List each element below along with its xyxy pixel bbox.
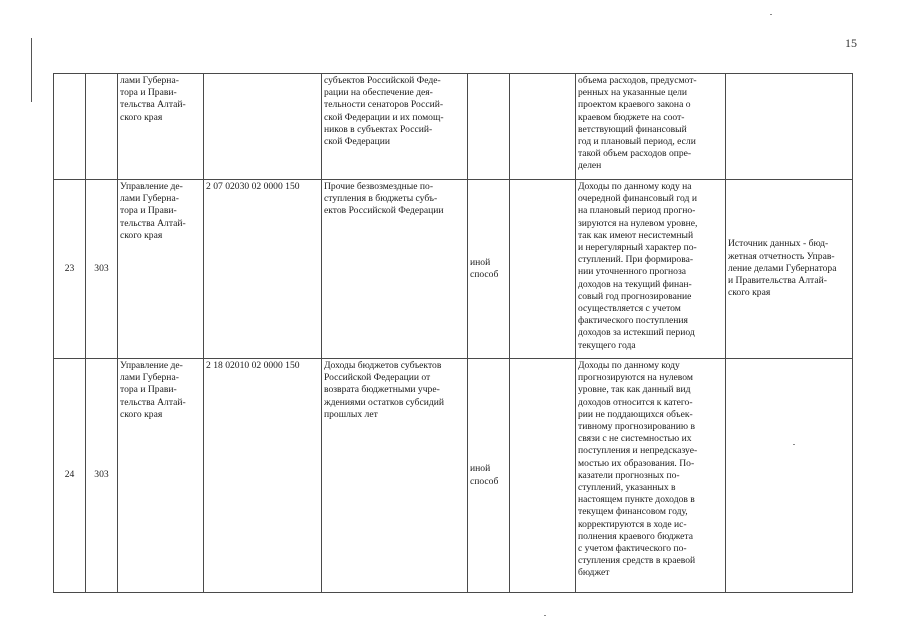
admin-code <box>86 74 118 180</box>
budget-classification-code: 2 07 02030 02 0000 150 <box>204 180 322 359</box>
administrator-name: Управление де- лами Губерна- тора и Прави- тельства Алтай- ского края <box>118 180 204 359</box>
algorithm-description: Доходы по данному коду прогнозируются на нулевом уровне, так как данный вид доходов относится к катего- рии не поддающихся объек- тивному прогнозированию в связи с не системностью их поступления и непредсказуе- мостью их образования. По- казатели прогнозных по- ступлений, указанных в настоящем пункте доходов в текущем финансовом году, корректируются в ходе ис- полнения краевого бюджета с учетом фактического по- ступления средств в краевой бюджет <box>576 359 726 593</box>
budget-classification-code <box>204 74 322 180</box>
formula-cell <box>510 359 576 593</box>
formula-cell <box>510 74 576 180</box>
data-source <box>726 74 853 180</box>
calculation-method: иной способ <box>468 359 510 593</box>
row-number: 23 <box>54 180 86 359</box>
table-row <box>54 74 853 180</box>
data-source: Источник данных - бюд- жетная отчетность Управ- ление делами Губернатора и Правительства Алтай- ского края <box>726 180 853 359</box>
revenue-name: Доходы бюджетов субъектов Российской Федерации от возврата бюджетными учре- ждениями остатков субсидий прошлых лет <box>322 359 468 593</box>
scan-speck <box>770 14 772 15</box>
table-row <box>54 180 853 359</box>
data-source <box>726 359 853 593</box>
row-number: 24 <box>54 359 86 593</box>
admin-code: 303 <box>86 359 118 593</box>
table-row <box>54 359 853 593</box>
calculation-method: иной способ <box>468 180 510 359</box>
algorithm-description: Доходы по данному коду на очередной финансовый год и на плановый период прогно- зируются на нулевом уровне, так как имеют несистемный и нерегулярный характер по- ступлений. При формирова- нии уточненного прогноза доходов на текущий финан- совый год прогнозирование осуществляется с учетом фактического поступления доходов за истекший период текущего года <box>576 180 726 359</box>
revenue-name: субъектов Российской Феде- рации на обеспечение дея- тельности сенаторов Россий- ской Федерации и их помощ- ников в субъектах Россий- ской Федерации <box>322 74 468 180</box>
row-number <box>54 74 86 180</box>
administrator-name: лами Губерна- тора и Прави- тельства Алтай- ского края <box>118 74 204 180</box>
algorithm-description: объема расходов, предусмот- ренных на указанные цели проектом краевого закона о краевом бюджете на соот- ветствующий финансовый год и плановый период, если такой объем расходов опре- делен <box>576 74 726 180</box>
calculation-method <box>468 74 510 180</box>
margin-line <box>31 38 32 102</box>
page-number: 15 <box>845 36 857 50</box>
revenue-name: Прочие безвозмездные по- ступления в бюджеты субъ- ектов Российской Федерации <box>322 180 468 359</box>
budget-classification-code: 2 18 02010 02 0000 150 <box>204 359 322 593</box>
formula-cell <box>510 180 576 359</box>
revenue-forecast-table <box>53 73 853 593</box>
admin-code: 303 <box>86 180 118 359</box>
scan-speck <box>544 615 546 616</box>
administrator-name: Управление де- лами Губерна- тора и Прави- тельства Алтай- ского края <box>118 359 204 593</box>
